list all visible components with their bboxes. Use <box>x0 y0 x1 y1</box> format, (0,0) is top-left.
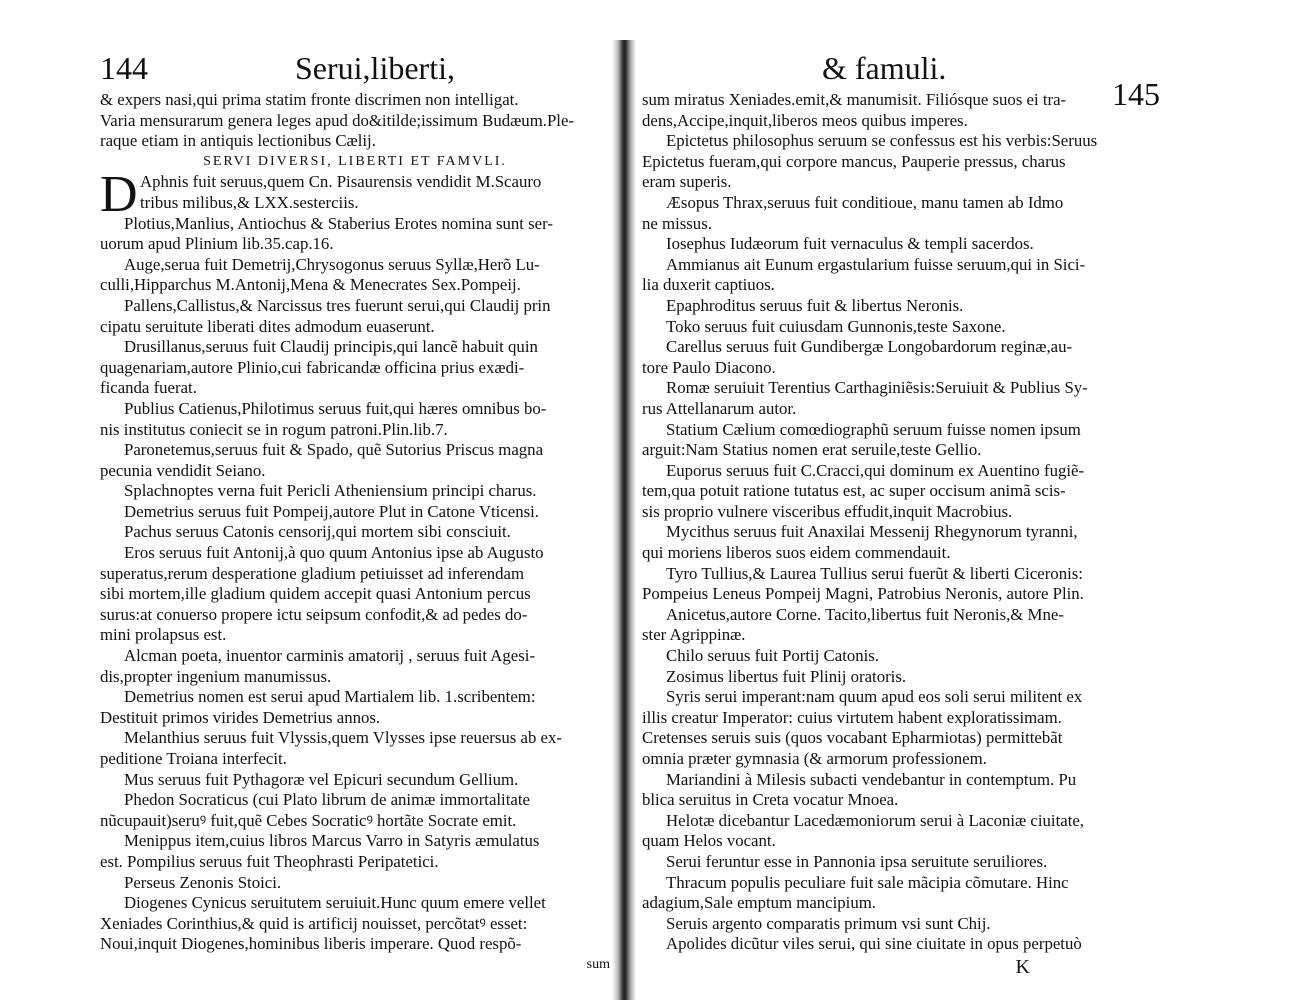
text-line: Euporus seruus fuit C.Cracci,qui dominum ex Auentino fugiẽ- <box>666 460 1085 480</box>
right-page-number: 145 <box>1112 76 1160 112</box>
text-line: Demetrius seruus fuit Pompeij,autore Plut in Catone Vticensi. <box>124 501 539 521</box>
text-line: quagenariam,autore Plinio,cui fabricandæ officina prius exædi- <box>100 357 525 377</box>
text-line: surus:at conuerso propere ictu seipsum confodit,& ad pedes do- <box>100 604 528 624</box>
text-line: Pachus seruus Catonis censorij,qui mortem sibi consciuit. <box>124 522 511 542</box>
text-line: Diogenes Cynicus seruitutem seruiuit.Hunc quum emere vellet <box>124 893 546 913</box>
text-line: Zosimus libertus fuit Plinij oratoris. <box>666 666 907 686</box>
text-line: uorum apud Plinium lib.35.cap.16. <box>100 234 334 254</box>
text-line: Demetrius nomen est serui apud Martialem lib. 1.scribentem: <box>124 687 536 707</box>
text-line: Varia mensurarum genera leges apud do&itilde;issimum Budæum.Ple- <box>100 110 574 130</box>
text-line: Statium Cælium comœdiographũ seruum fuisse nomen ipsum <box>666 419 1081 439</box>
text-line: Epaphroditus seruus fuit & libertus Neronis. <box>666 295 964 315</box>
text-line: Destituit primos virides Demetrius annos. <box>100 707 381 727</box>
right-running-title: & famuli. <box>822 50 947 86</box>
text-line: quam Helos vocant. <box>642 831 776 851</box>
text-line: qui moriens liberos suos eidem commendauit. <box>642 543 951 563</box>
text-line: Plotius,Manlius, Antiochus & Staberius Erotes nomina sunt ser- <box>124 213 553 233</box>
text-line: Carellus seruus fuit Gundibergæ Longobardorum reginæ,au- <box>666 337 1073 357</box>
text-line: Ammianus ait Eunum ergastularium fuisse seruum,qui in Sici- <box>666 254 1086 274</box>
drop-cap-letter: D <box>100 166 138 224</box>
text-line: lia duxerit captiuos. <box>642 275 775 295</box>
signature-mark: K <box>1015 956 1030 978</box>
text-line: Noui,inquit Diogenes,hominibus liberis imperare. Quod respõ- <box>100 934 522 954</box>
text-line: Mus seruus fuit Pythagoræ vel Epicuri secundum Gellium. <box>124 769 519 789</box>
text-line: adagium,Sale emptum mancipium. <box>642 893 876 913</box>
text-line: Tyro Tullius,& Laurea Tullius serui fuerũt & liberti Ciceronis: <box>666 563 1083 583</box>
text-line: sibi mortem,ille gladium quidem accepit quasi Antonium percus <box>100 584 531 604</box>
text-line: Auge,serua fuit Demetrij,Chrysogonus seruus Syllæ,Herõ Lu- <box>124 254 540 274</box>
text-line: Toko seruus fuit cuiusdam Gunnonis,teste Saxone. <box>666 316 1006 336</box>
text-line: Pallens,Callistus,& Narcissus tres fuerunt serui,qui Claudij prin <box>124 295 551 315</box>
text-line: nũcupauit)seruꝰ fuit,quẽ Cebes Socraticꝰ hortãte Socrate emit. <box>100 810 517 830</box>
left-text-block <box>100 90 610 976</box>
text-line: omnia præter gymnasia (& armorum professionem. <box>642 749 987 768</box>
text-line: Helotæ dicebantur Lacedæmoniorum serui à Laconiæ ciuitate, <box>666 810 1084 830</box>
text-line: Thracum populis peculiare fuit sale mãcipia cõmutare. Hinc <box>666 872 1069 892</box>
text-line: & expers nasi,qui prima statim fronte discrimen non intelligat. <box>100 90 519 109</box>
text-line: Aphnis fuit seruus,quem Cn. Pisaurensis vendidit M.Scauro <box>140 172 542 192</box>
text-line: arguit:Nam Statius nomen erat seruile,teste Gellio. <box>642 440 982 460</box>
text-line: cipatu seruitute liberati dites admodum euaserunt. <box>100 316 435 336</box>
text-line: dens,Accipe,inquit,liberos meos quibus imperes. <box>642 110 968 130</box>
text-line: Seruis argento comparatis primum vsi sunt Chij. <box>666 913 991 933</box>
text-line: nis institutus coniecit se in rogum patroni.Plin.lib.7. <box>100 419 448 439</box>
text-line: Paronetemus,seruus fuit & Spado, quẽ Sutorius Priscus magna <box>124 440 544 460</box>
text-line: Menippus item,cuius libros Marcus Varro in Satyris æmulatus <box>124 831 540 851</box>
text-line: Chilo seruus fuit Portij Catonis. <box>666 646 880 666</box>
text-line: blica seruitus in Creta vocatur Mnoea. <box>642 790 899 810</box>
text-line: illis creatur Imperator: cuius virtutem habent exploratissimam. <box>642 707 1062 727</box>
text-line: rus Attellanarum autor. <box>642 398 797 418</box>
text-line: pecunia vendidit Seiano. <box>100 460 266 480</box>
text-line: culli,Hipparchus M.Antonij,Mena & Menecrates Sex.Pompeij. <box>100 275 521 295</box>
text-line: tribus milibus,& LXX.sesterciis. <box>140 192 359 212</box>
text-line: Mycithus seruus fuit Anaxilai Messenij Rhegynorum tyranni, <box>666 522 1078 542</box>
text-line: tore Paulo Diacono. <box>642 357 776 377</box>
text-line: Phedon Socraticus (cui Plato librum de animæ immortalitate <box>124 790 530 810</box>
text-line: ne missus. <box>642 213 712 233</box>
text-line: Mariandini à Milesis subacti vendebantur in contemptum. Pu <box>666 769 1077 789</box>
text-line: Cretenses seruis suis (quos vocabant Epharmiotas) permittebãt <box>642 728 1063 748</box>
left-entries <box>100 214 610 955</box>
text-line: Perseus Zenonis Stoici. <box>124 872 282 892</box>
text-line: tem,qua potuit ratione tutatus est, ac super occisum animã scis- <box>642 481 1066 501</box>
left-page-number: 144 <box>100 50 148 86</box>
left-running-title: Serui,liberti, <box>295 50 455 86</box>
text-line: ficanda fuerat. <box>100 378 197 398</box>
left-page-header <box>100 48 610 90</box>
text-line: superatus,rerum desperatione gladium petiuisset ad inferendam <box>100 563 525 583</box>
text-line: Serui feruntur esse in Pannonia ipsa seruitute seruiliores. <box>666 851 1048 871</box>
text-line: sum miratus Xeniades.emit,& manumisit. Filiósque suos ei tra- <box>642 90 1067 109</box>
text-line: est. Pompilius seruus fuit Theophrasti Peripatetici. <box>100 851 439 871</box>
text-line: Epictetus philosophus seruum se confessus est his verbis:Seruus <box>666 131 1098 151</box>
text-line: Syris serui imperant:nam quum apud eos soli serui militent ex <box>666 687 1083 707</box>
right-page <box>632 0 1310 1000</box>
text-line: Alcman poeta, inuentor carminis amatorij , seruus fuit Agesi- <box>124 646 536 666</box>
text-line: Anicetus,autore Corne. Tacito,libertus fuit Neronis,& Mne- <box>666 604 1064 624</box>
text-line: Publius Catienus,Philotimus seruus fuit,qui hæres omnibus bo- <box>124 398 547 418</box>
text-line: eram superis. <box>642 172 732 192</box>
text-line: Eros seruus fuit Antonij,à quo quum Antonius ipse ab Augusto <box>124 543 544 563</box>
text-line: Romæ seruiuit Terentius Carthaginiẽsis:Seruiuit & Publius Sy- <box>666 378 1088 398</box>
text-line: Pompeius Leneus Pompeij Magni, Patrobius Neronis, autore Plin. <box>642 584 1084 604</box>
text-line: Epictetus fueram,qui corpore mancus, Pauperie pressus, charus <box>642 151 1066 171</box>
text-line: Drusillanus,seruus fuit Claudij principis,qui lancẽ habuit quin <box>124 337 538 357</box>
text-line: ster Agrippinæ. <box>642 625 746 645</box>
text-line: raque etiam in antiquis lectionibus Cælij. <box>100 131 376 151</box>
catchword: sum <box>586 956 610 972</box>
text-line: Æsopus Thrax,seruus fuit conditioue, manu tamen ab Idmo <box>666 192 1064 212</box>
section-heading: SERVI DIVERSI, LIBERTI ET FAMVLI. <box>203 153 507 169</box>
text-line: Apolides dicũtur viles serui, qui sine ciuitate in opus perpetuò <box>666 934 1082 954</box>
text-line: Splachnoptes verna fuit Pericli Atheniensium principi charus. <box>124 481 537 501</box>
text-line: sis proprio vulnere visceribus effudit,inquit Macrobius. <box>642 501 1013 521</box>
text-line: Melanthius seruus fuit Vlyssis,quem Vlysses ipse reuersus ab ex- <box>124 728 562 748</box>
text-line: dis,propter ingenium manumissus. <box>100 666 332 686</box>
text-line: mini prolapsus est. <box>100 625 227 645</box>
text-line: Xeniades Corinthius,& quid is artificij nouisset, percõtatꝰ esset: <box>100 913 528 933</box>
text-line: Iosephus Iudæorum fuit vernaculus & templi sacerdos. <box>666 234 1034 254</box>
right-entries <box>642 90 1160 955</box>
left-page <box>0 0 618 1000</box>
text-line: peditione Troiana interfecit. <box>100 749 287 768</box>
